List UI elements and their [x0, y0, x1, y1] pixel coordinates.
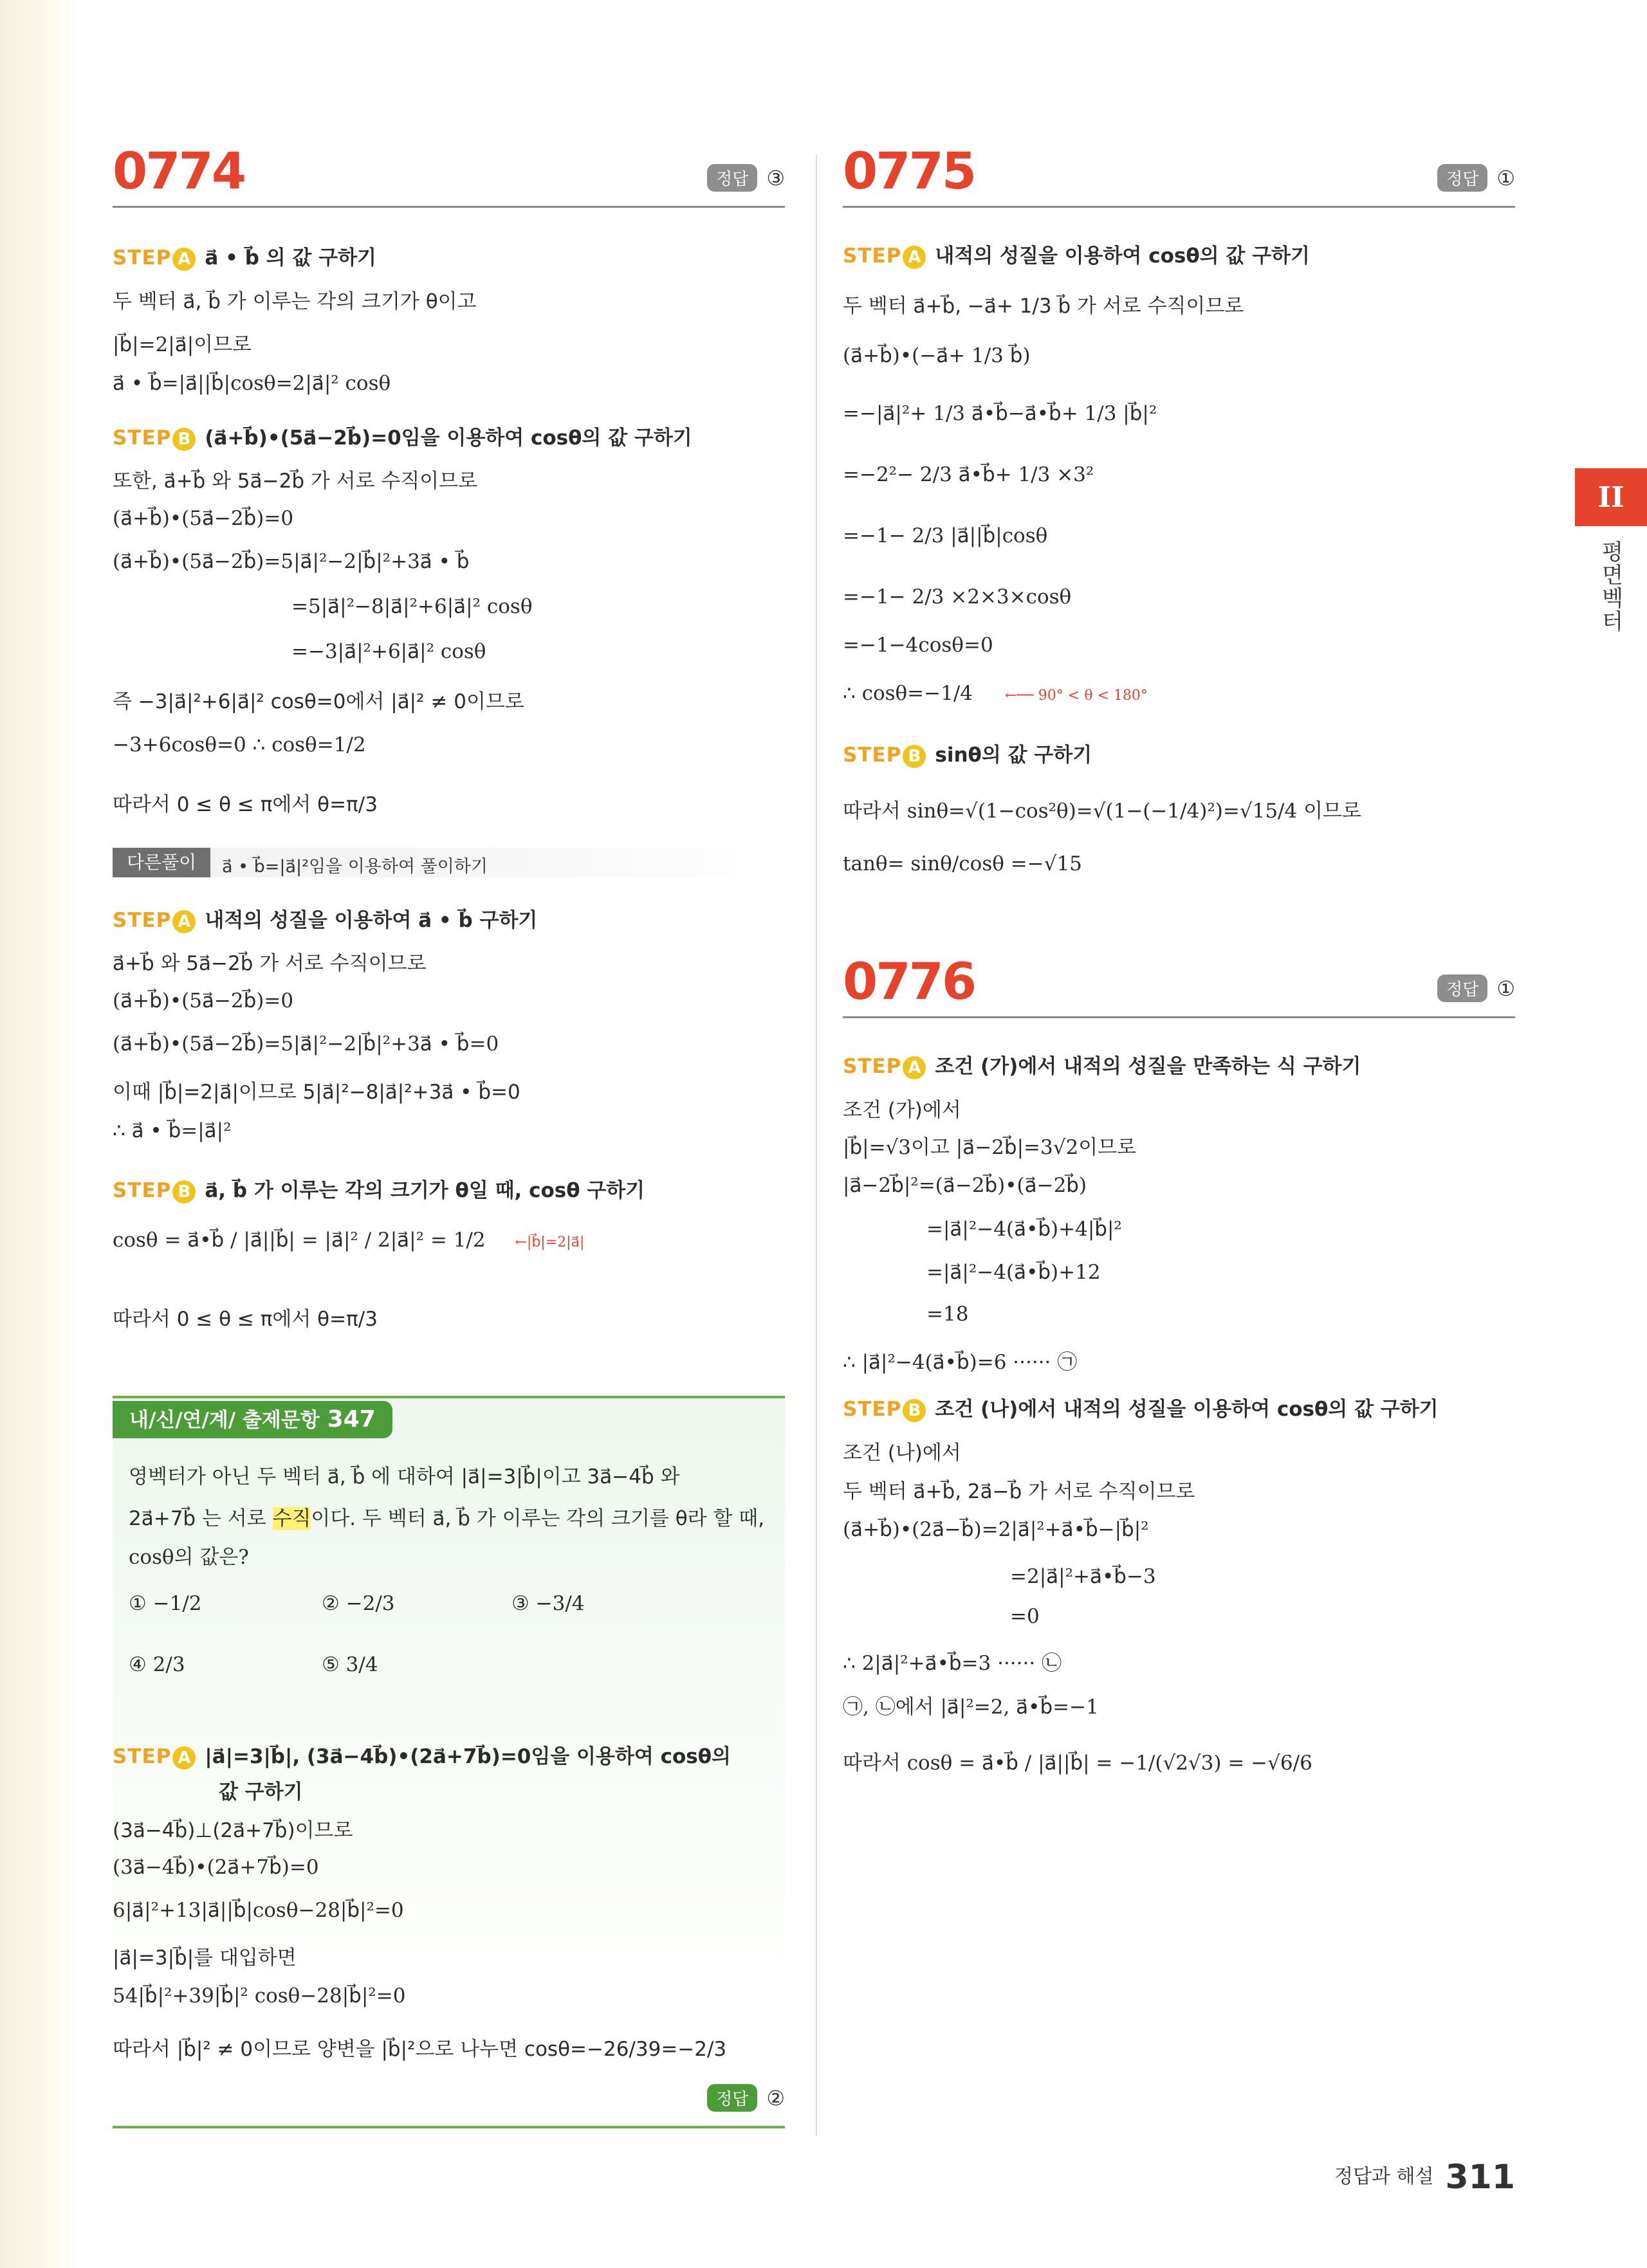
step-title: 내적의 성질을 이용하여 cosθ의 값 구하기	[935, 244, 1310, 268]
alt-label: 다른풀이	[113, 848, 210, 877]
choice-4: ④ 2/3	[129, 1653, 185, 1676]
step-title: 조건 (가)에서 내적의 성질을 만족하는 식 구하기	[935, 1055, 1361, 1078]
alt-step-b-heading: STEP B a⃗, b⃗ 가 이루는 각의 크기가 θ일 때, cosθ 구하기	[113, 1179, 645, 1202]
page-footer	[1334, 2158, 1515, 2197]
solution-line: (3a⃗−4b⃗)⊥(2a⃗+7b⃗)이므로	[113, 1819, 353, 1842]
solution-line: =−|a⃗|²+ 1/3 a⃗•b⃗−a⃗•b⃗+ 1/3 |b⃗|²	[843, 402, 1157, 425]
question-text: 2a⃗+7b⃗ 는 서로	[129, 1507, 273, 1530]
solution-line: =−1−4cosθ=0	[843, 634, 993, 657]
choice-3: ③ −3/4	[511, 1592, 585, 1615]
answer-tag	[1437, 164, 1515, 192]
solution-line: 두 벡터 a⃗+b⃗, −a⃗+ 1/3 b⃗ 가 서로 수직이므로	[843, 295, 1244, 318]
solution-line: 조건 (나)에서	[843, 1441, 961, 1465]
answer-label: 정답	[707, 164, 757, 192]
linked-bottom-rule	[113, 2126, 785, 2128]
solution-line: =5|a⃗|²−8|a⃗|²+6|a⃗|² cosθ	[291, 595, 533, 618]
answer-label: 정답	[707, 2084, 757, 2112]
side-note: ←── 90° < θ < 180°	[1004, 688, 1148, 704]
alt-step-a-heading: STEP A 내적의 성질을 이용하여 a⃗ • b⃗ 구하기	[113, 909, 538, 932]
problem-number: 0774	[113, 143, 245, 201]
question-line	[129, 1502, 764, 1531]
solution-line: =−1− 2/3 |a⃗||b⃗|cosθ	[843, 524, 1048, 547]
solution-line: (a⃗+b⃗)•(5a⃗−2b⃗)=0	[113, 507, 294, 530]
step-a-heading: STEP A 내적의 성질을 이용하여 cosθ의 값 구하기	[843, 244, 1310, 268]
solution-line: 따라서 0 ≤ θ ≤ π에서 θ=π/3	[113, 793, 378, 816]
step-title-continued: 값 구하기	[219, 1780, 303, 1804]
answer-tag	[707, 164, 785, 192]
solution-line: 두 벡터 a⃗+b⃗, 2a⃗−b⃗ 가 서로 수직이므로	[843, 1480, 1195, 1503]
step-badge: A	[903, 246, 926, 269]
solution-line: (a⃗+b⃗)•(5a⃗−2b⃗)=5|a⃗|²−2|b⃗|²+3a⃗ • b⃗=0	[113, 1032, 499, 1056]
answer-label: 정답	[1437, 974, 1487, 1002]
step-b-heading: STEP B (a⃗+b⃗)•(5a⃗−2b⃗)=0임을 이용하여 cosθ의 값 구하기	[113, 426, 692, 450]
problem-number: 0775	[843, 143, 975, 201]
question-line: 영벡터가 아닌 두 벡터 a⃗, b⃗ 에 대하여 |a⃗|=3|b⃗|이고 3a⃗−4b⃗ 와	[129, 1465, 680, 1488]
solution-line: 또한, a⃗+b⃗ 와 5a⃗−2b⃗ 가 서로 수직이므로	[113, 470, 478, 493]
solution-line: 즉 −3|a⃗|²+6|a⃗|² cosθ=0에서 |a⃗|² ≠ 0이므로	[113, 690, 524, 713]
solution-line: =−1− 2/3 ×2×3×cosθ	[843, 585, 1072, 608]
solution-line: −3+6cosθ=0 ∴ cosθ=1/2	[113, 733, 366, 756]
step-title: 내적의 성질을 이용하여 a⃗ • b⃗ 구하기	[205, 909, 538, 932]
step-badge: B	[903, 1399, 926, 1422]
answer-value: ①	[1496, 976, 1515, 1001]
solution-line: 54|b⃗|²+39|b⃗|² cosθ−28|b⃗|²=0	[113, 1984, 406, 2007]
problem-0774-header	[113, 135, 785, 208]
choice-5: ⑤ 3/4	[322, 1653, 378, 1676]
solution-line: |a⃗|=3|b⃗|를 대입하면	[113, 1946, 297, 1970]
answer-value: ①	[1496, 165, 1515, 190]
solution-line: =2|a⃗|²+a⃗•b⃗−3	[1010, 1565, 1156, 1588]
highlighted-word: 수직	[272, 1507, 311, 1530]
solution-line: =|a⃗|²−4(a⃗•b⃗)+12	[926, 1261, 1101, 1284]
answer-label: 정답	[1437, 164, 1487, 192]
choice-2: ② −2/3	[322, 1592, 395, 1615]
footer-label: 정답과 해설	[1334, 2165, 1434, 2188]
linked-top-rule	[113, 1396, 785, 1398]
solution-line: ∴ 2|a⃗|²+a⃗•b⃗=3 ······ ㉡	[843, 1652, 1062, 1675]
page-edge-shade	[0, 0, 77, 2268]
solution-line: 이때 |b⃗|=2|a⃗|이므로 5|a⃗|²−8|a⃗|²+3a⃗ • b⃗=0	[113, 1081, 520, 1104]
step-a-heading: STEP A a⃗ • b⃗ 의 값 구하기	[113, 246, 376, 270]
step-title: a⃗, b⃗ 가 이루는 각의 크기가 θ일 때, cosθ 구하기	[205, 1179, 645, 1202]
choice-1: ① −1/2	[129, 1592, 202, 1615]
solution-line: a⃗ • b⃗=|a⃗||b⃗|cosθ=2|a⃗|² cosθ	[113, 372, 391, 395]
solution-line: ∴ a⃗ • b⃗=|a⃗|²	[113, 1119, 232, 1142]
solution-line: (a⃗+b⃗)•(5a⃗−2b⃗)=0	[113, 989, 294, 1012]
solution-line: a⃗+b⃗ 와 5a⃗−2b⃗ 가 서로 수직이므로	[113, 952, 427, 975]
linked-label	[113, 1401, 392, 1438]
step-badge: A	[172, 248, 196, 271]
answer-value: ③	[766, 165, 785, 190]
column-divider	[816, 154, 817, 2135]
step-title: sinθ의 값 구하기	[935, 744, 1092, 767]
step-badge: A	[172, 1746, 196, 1770]
solution-line: =0	[1010, 1605, 1040, 1628]
alt-description: a⃗ • b⃗=|a⃗|²임을 이용하여 풀이하기	[222, 857, 488, 877]
problem-number: 0776	[843, 953, 975, 1011]
step-b-heading: STEP B sinθ의 값 구하기	[843, 744, 1092, 767]
linked-label-text: 내/신/연/계/ 출제문항	[129, 1409, 320, 1432]
problem-0775-header	[843, 135, 1515, 208]
linked-step-a-heading: STEP A |a⃗|=3|b⃗|, (3a⃗−4b⃗)•(2a⃗+7b⃗)=0임을 이용하여 cosθ의	[113, 1745, 731, 1768]
solution-line: 6|a⃗|²+13|a⃗||b⃗|cosθ−28|b⃗|²=0	[113, 1899, 404, 1922]
solution-line: 따라서 |b⃗|² ≠ 0이므로 양변을 |b⃗|²으로 나누면 cosθ=−26/39=−2/3	[113, 2038, 727, 2061]
linked-answer-tag	[707, 2084, 785, 2112]
answer-tag	[1437, 974, 1515, 1002]
solution-line: |b⃗|=2|a⃗|이므로	[113, 333, 252, 356]
solution-line: ㉠, ㉡에서 |a⃗|²=2, a⃗•b⃗=−1	[843, 1696, 1099, 1719]
step-title: |a⃗|=3|b⃗|, (3a⃗−4b⃗)•(2a⃗+7b⃗)=0임을 이용하여 cosθ의	[205, 1745, 731, 1768]
solution-line: 따라서 sinθ=√(1−cos²θ)=√(1−(−1/4)²)=√15/4 이므로	[843, 800, 1361, 823]
alternative-solution-bar	[113, 848, 785, 877]
step-badge: B	[172, 1180, 196, 1203]
step-badge: B	[903, 745, 926, 768]
step-a-heading: STEP A 조건 (가)에서 내적의 성질을 만족하는 식 구하기	[843, 1055, 1361, 1078]
solution-line	[113, 1229, 584, 1252]
solution-line: (3a⃗−4b⃗)•(2a⃗+7b⃗)=0	[113, 1856, 319, 1879]
page-number: 311	[1445, 2158, 1515, 2197]
step-title: (a⃗+b⃗)•(5a⃗−2b⃗)=0임을 이용하여 cosθ의 값 구하기	[205, 426, 692, 450]
solution-line: (a⃗+b⃗)•(5a⃗−2b⃗)=5|a⃗|²−2|b⃗|²+3a⃗ • b⃗	[113, 550, 470, 573]
formula: ∴ cosθ=−1/4	[843, 682, 973, 705]
solution-line: (a⃗+b⃗)•(−a⃗+ 1/3 b⃗)	[843, 344, 1031, 367]
solution-line: =18	[926, 1303, 969, 1326]
solution-line: 따라서 0 ≤ θ ≤ π에서 θ=π/3	[113, 1308, 378, 1331]
solution-line: 조건 (가)에서	[843, 1099, 961, 1122]
solution-line: 따라서 cosθ = a⃗•b⃗ / |a⃗||b⃗| = −1/(√2√3) = −√6/6	[843, 1751, 1312, 1775]
problem-0776-header	[843, 946, 1515, 1018]
answer-value: ②	[766, 2085, 785, 2110]
chapter-roman: II	[1597, 481, 1624, 514]
side-note: ←|b⃗|=2|a⃗|	[515, 1234, 585, 1250]
solution-line: =−3|a⃗|²+6|a⃗|² cosθ	[291, 640, 486, 663]
solution-line: =|a⃗|²−4(a⃗•b⃗)+4|b⃗|²	[926, 1218, 1122, 1241]
solution-line: |a⃗−2b⃗|²=(a⃗−2b⃗)•(a⃗−2b⃗)	[843, 1174, 1087, 1197]
solution-line: |b⃗|=√3이고 |a⃗−2b⃗|=3√2이므로	[843, 1136, 1137, 1159]
solution-line: ∴ |a⃗|²−4(a⃗•b⃗)=6 ······ ㉠	[843, 1351, 1078, 1374]
linked-number: 347	[327, 1406, 376, 1432]
question-line: cosθ의 값은?	[129, 1546, 249, 1569]
step-badge: B	[172, 428, 196, 451]
step-badge: A	[172, 910, 196, 933]
chapter-tab	[1575, 468, 1647, 526]
question-text: 이다. 두 벡터 a⃗, b⃗ 가 이루는 각의 크기를 θ라 할 때,	[311, 1507, 765, 1530]
step-badge: A	[903, 1056, 926, 1079]
linked-exam-problem	[113, 1396, 785, 2033]
chapter-title: 평면벡터	[1597, 540, 1623, 633]
solution-line: =−2²− 2/3 a⃗•b⃗+ 1/3 ×3²	[843, 463, 1094, 486]
solution-line: 두 벡터 a⃗, b⃗ 가 이루는 각의 크기가 θ이고	[113, 290, 477, 313]
solution-line	[843, 682, 1148, 705]
formula: cosθ = a⃗•b⃗ / |a⃗||b⃗| = |a⃗|² / 2|a⃗|² = 1/2	[113, 1229, 486, 1252]
solution-line: (a⃗+b⃗)•(2a⃗−b⃗)=2|a⃗|²+a⃗•b⃗−|b⃗|²	[843, 1518, 1149, 1541]
step-b-heading: STEP B 조건 (나)에서 내적의 성질을 이용하여 cosθ의 값 구하기	[843, 1398, 1439, 1421]
step-title: a⃗ • b⃗ 의 값 구하기	[205, 246, 376, 270]
step-title: 조건 (나)에서 내적의 성질을 이용하여 cosθ의 값 구하기	[935, 1398, 1439, 1421]
solution-line: tanθ= sinθ/cosθ =−√15	[843, 852, 1082, 875]
